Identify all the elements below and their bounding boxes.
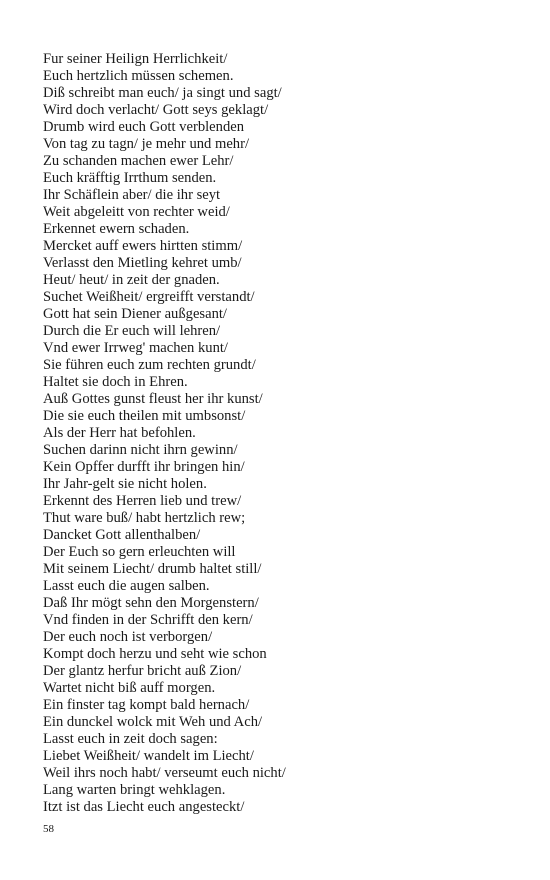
poem-line: Sie führen euch zum rechten grundt/ — [43, 357, 256, 373]
poem-line: Mit seinem Liecht/ drumb haltet still/ — [43, 561, 262, 577]
poem-line: Erkennt des Herren lieb und trew/ — [43, 493, 242, 509]
poem-line: Kompt doch herzu und seht wie schon — [43, 646, 267, 662]
poem-line: Verlasst den Mietling kehret umb/ — [43, 255, 242, 271]
poem-line: Vnd ewer Irrweg' machen kunt/ — [43, 340, 228, 356]
page-number: 58 — [43, 823, 54, 835]
poem-line: Als der Herr hat befohlen. — [43, 425, 196, 441]
poem-line: Euch hertzlich müssen schemen. — [43, 68, 234, 84]
poem-line: Diß schreibt man euch/ ja singt und sagt/ — [43, 85, 282, 101]
poem-line: Ein finster tag kompt bald hernach/ — [43, 697, 250, 713]
poem-line: Liebet Weißheit/ wandelt im Liecht/ — [43, 748, 254, 764]
poem-line: Ihr Schäflein aber/ die ihr seyt — [43, 187, 221, 203]
poem-line: Mercket auff ewers hirtten stimm/ — [43, 238, 243, 254]
poem-line: Der Euch so gern erleuchten will — [43, 544, 236, 560]
poem-line: Lasst euch in zeit doch sagen: — [43, 731, 218, 747]
poem-line: Der glantz herfur bricht auß Zion/ — [43, 663, 242, 679]
poem-line: Haltet sie doch in Ehren. — [43, 374, 188, 390]
poem-line: Heut/ heut/ in zeit der gnaden. — [43, 272, 220, 288]
poem-line: Daß Ihr mögt sehn den Morgenstern/ — [43, 595, 259, 611]
poem-line: Vnd finden in der Schrifft den kern/ — [43, 612, 253, 628]
poem-line: Suchet Weißheit/ ergreifft verstandt/ — [43, 289, 255, 305]
poem-line: Ein dunckel wolck mit Weh und Ach/ — [43, 714, 263, 730]
poem-line: Fur seiner Heilign Herrlichkeit/ — [43, 51, 228, 67]
poem-line: Lasst euch die augen salben. — [43, 578, 210, 594]
poem-line: Dancket Gott allenthalben/ — [43, 527, 201, 543]
poem-line: Suchen darinn nicht ihrn gewinn/ — [43, 442, 238, 458]
poem-line: Thut ware buß/ habt hertzlich rew; — [43, 510, 246, 526]
poem-line: Wartet nicht biß auff morgen. — [43, 680, 216, 696]
poem-line: Von tag zu tagn/ je mehr und mehr/ — [43, 136, 250, 152]
poem-line: Die sie euch theilen mit umbsonst/ — [43, 408, 246, 424]
poem-line: Wird doch verlacht/ Gott seys geklagt/ — [43, 102, 269, 118]
poem-line: Gott hat sein Diener außgesant/ — [43, 306, 227, 322]
poem-line: Auß Gottes gunst fleust her ihr kunst/ — [43, 391, 263, 407]
poem-line: Itzt ist das Liecht euch angesteckt/ — [43, 799, 245, 815]
poem-line: Weit abgeleitt von rechter weid/ — [43, 204, 230, 220]
poem-line: Durch die Er euch will lehren/ — [43, 323, 221, 339]
poem-line: Zu schanden machen ewer Lehr/ — [43, 153, 234, 169]
poem-line: Weil ihrs noch habt/ verseumt euch nicht/ — [43, 765, 286, 781]
poem-line: Kein Opffer durfft ihr bringen hin/ — [43, 459, 245, 475]
poem-line: Erkennet ewern schaden. — [43, 221, 190, 237]
poem-line: Der euch noch ist verborgen/ — [43, 629, 213, 645]
poem-line: Ihr Jahr-gelt sie nicht holen. — [43, 476, 207, 492]
poem-line: Lang warten bringt wehklagen. — [43, 782, 226, 798]
poem-line: Drumb wird euch Gott verblenden — [43, 119, 245, 135]
poem-text — [43, 51, 286, 816]
poem-line: Euch kräfftig Irrthum senden. — [43, 170, 217, 186]
